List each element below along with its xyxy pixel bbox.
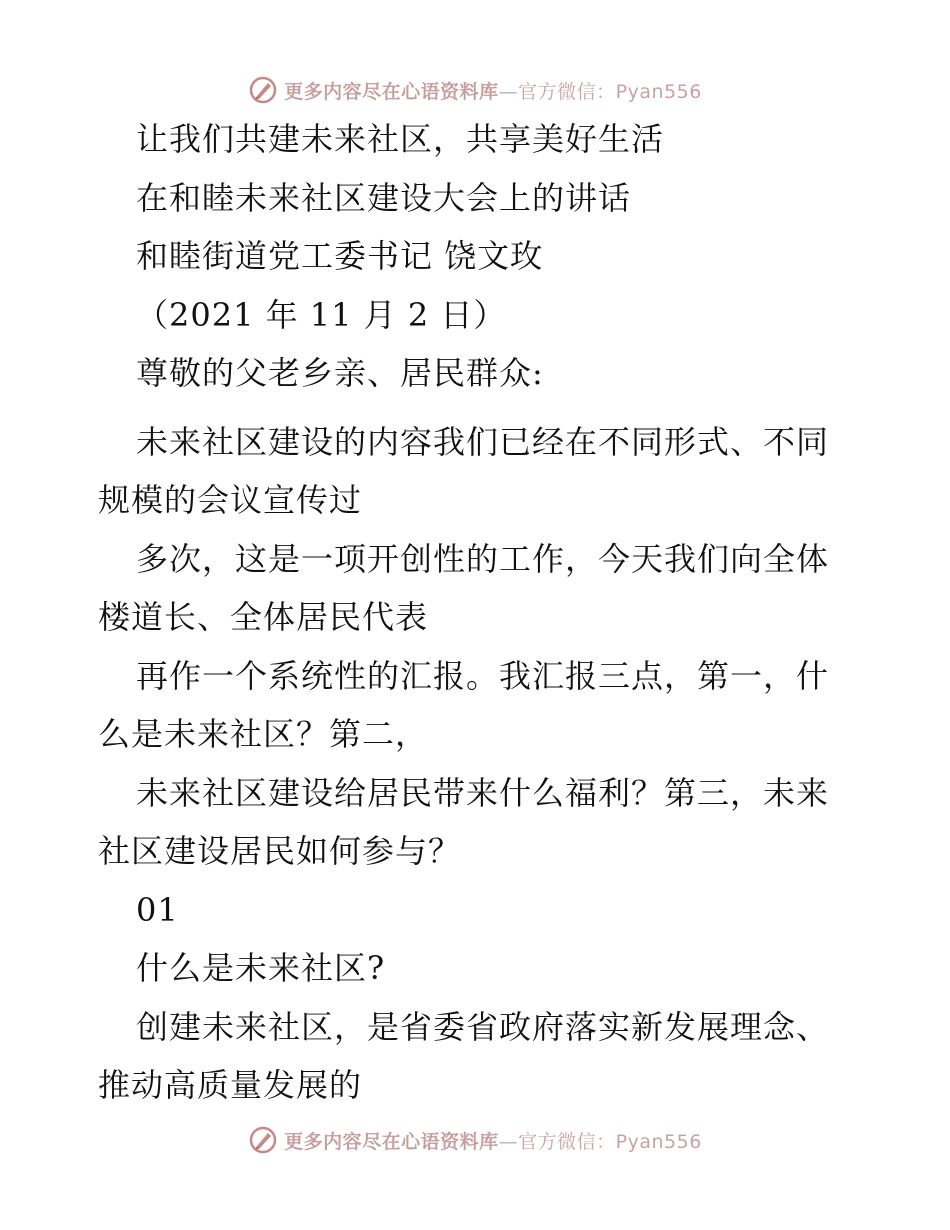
document-title: 让我们共建未来社区，共享美好生活 bbox=[136, 120, 665, 158]
section-title: 什么是未来社区? bbox=[136, 949, 386, 987]
document-body bbox=[98, 120, 858, 1115]
paragraph: 未来社区建设给居民带来什么福利？第三，未来社区建设居民如何参与？ bbox=[98, 773, 830, 870]
watermark-text bbox=[284, 1127, 702, 1154]
paragraph: 未来社区建设的内容我们已经在不同形式、不同规模的会议宣传过 bbox=[98, 422, 830, 519]
date-line: （2021 年 11 月 2 日） bbox=[136, 295, 507, 334]
watermark-dash: — bbox=[498, 80, 519, 103]
paragraph: 创建未来社区，是省委省政府落实新发展理念、推动高质量发展的 bbox=[98, 1007, 830, 1104]
salutation: 尊敬的父老乡亲、居民群众: bbox=[136, 354, 544, 392]
section-number: 01 bbox=[136, 890, 179, 929]
header-watermark bbox=[0, 70, 950, 110]
paragraph: 再作一个系统性的汇报。我汇报三点，第一，什么是未来社区？第二， bbox=[98, 656, 830, 753]
watermark-text bbox=[284, 77, 702, 104]
watermark-wechat: 官方微信：Pyan556 bbox=[518, 80, 702, 103]
pen-logo-icon bbox=[248, 1125, 278, 1155]
speaker-line: 和睦街道党工委书记 饶文玫 bbox=[136, 237, 544, 275]
paragraph: 多次，这是一项开创性的工作，今天我们向全体楼道长、全体居民代表 bbox=[98, 539, 830, 636]
watermark-dash: — bbox=[498, 1130, 519, 1153]
footer-watermark bbox=[0, 1120, 950, 1160]
watermark-site-name: 更多内容尽在心语资料库 bbox=[284, 1130, 499, 1153]
pen-logo-icon bbox=[248, 75, 278, 105]
watermark-wechat: 官方微信：Pyan556 bbox=[518, 1130, 702, 1153]
watermark-site-name: 更多内容尽在心语资料库 bbox=[284, 80, 499, 103]
document-subtitle: 在和睦未来社区建设大会上的讲话 bbox=[136, 178, 632, 217]
